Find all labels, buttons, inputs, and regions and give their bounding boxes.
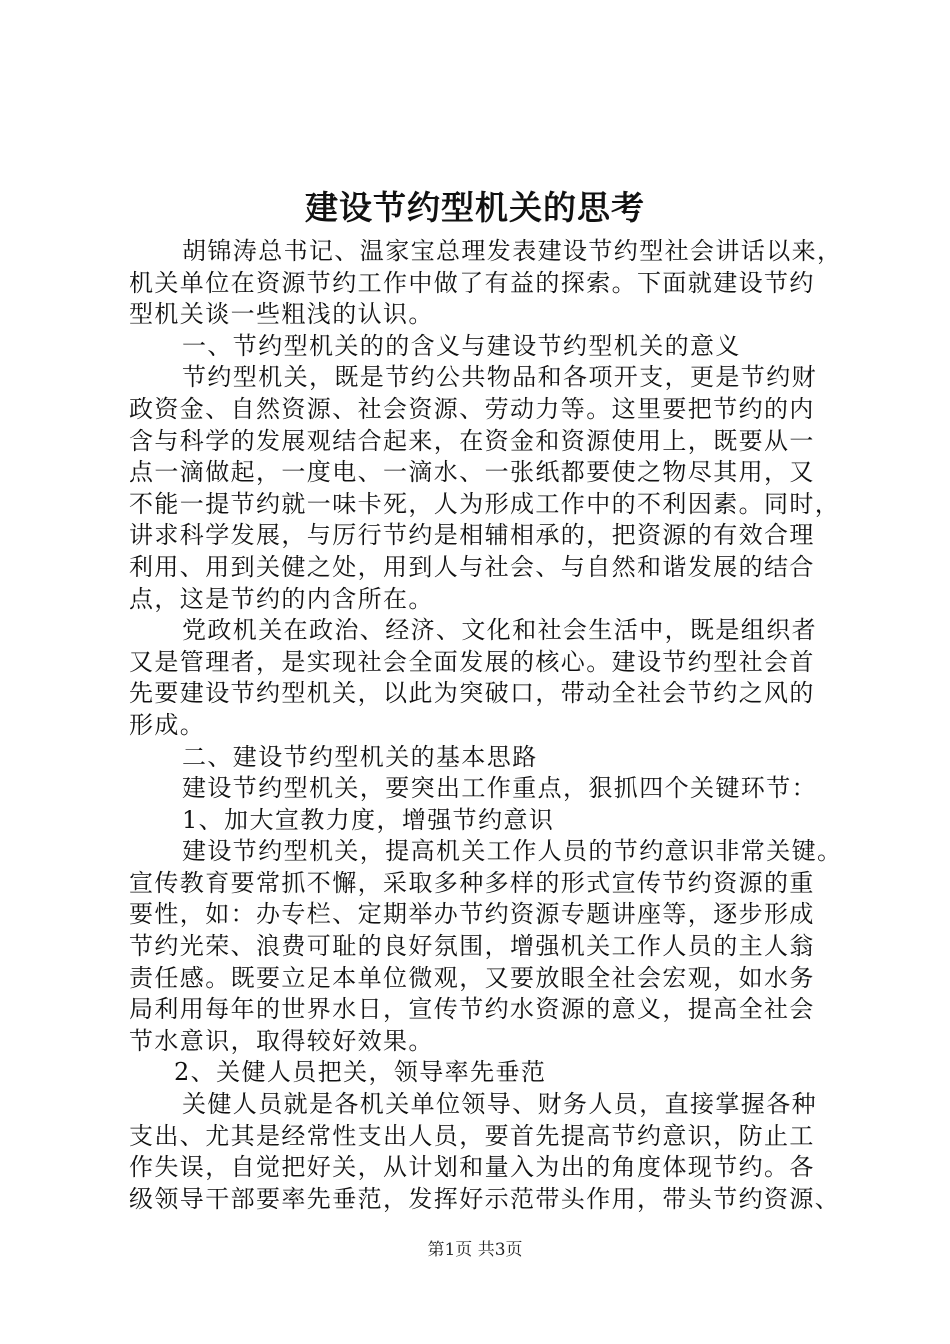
text-line: 建设节约型机关，提高机关工作人员的节约意识非常关键。: [182, 837, 843, 866]
text-line: 1、加大宣教力度，增强节约意识: [182, 805, 555, 834]
text-line: 关健人员就是各机关单位领导、财务人员，直接掌握各种: [182, 1090, 817, 1119]
text-line: 含与科学的发展观结合起来，在资金和资源使用上，既要从一: [129, 426, 815, 455]
text-line: 一、节约型机关的的含义与建设节约型机关的意义: [182, 331, 741, 360]
text-line: 作失误，自觉把好关，从计划和量入为出的角度体现节约。各: [129, 1153, 815, 1182]
text-line: 2、关健人员把关，领导率先垂范: [174, 1058, 547, 1087]
text-line: 支出、尤其是经常性支出人员，要首先提高节约意识，防止工: [129, 1121, 815, 1150]
text-line: 机关单位在资源节约工作中做了有益的探索。下面就建设节约: [129, 268, 815, 297]
document-body: [129, 236, 843, 1215]
text-line: 要性，如：办专栏、定期举办节约资源专题讲座等，逐步形成: [129, 900, 815, 929]
document-title: 建设节约型机关的思考: [305, 188, 645, 227]
text-line: 讲求科学发展，与厉行节约是相辅相承的，把资源的有效合理: [129, 521, 815, 550]
text-line: 型机关谈一些粗浅的认识。: [129, 300, 434, 329]
text-line: 利用、用到关健之处，用到人与社会、与自然和谐发展的结合: [129, 552, 815, 581]
text-line: 不能一提节约就一味卡死，人为形成工作中的不利因素。同时，: [129, 489, 841, 518]
text-line: 政资金、自然资源、社会资源、劳动力等。这里要把节约的内: [129, 394, 815, 423]
text-line: 建设节约型机关，要突出工作重点，狠抓四个关键环节：: [182, 774, 817, 803]
text-line: 局利用每年的世界水日，宣传节约水资源的意义，提高全社会: [129, 995, 815, 1024]
text-line: 又是管理者，是实现社会全面发展的核心。建设节约型社会首: [129, 647, 815, 676]
text-line: 责任感。既要立足本单位微观，又要放眼全社会宏观，如水务: [129, 963, 815, 992]
text-line: 点，这是节约的内含所在。: [129, 584, 434, 613]
text-line: 二、建设节约型机关的基本思路: [182, 742, 538, 771]
text-line: 节约光荣、浪费可耻的良好氛围，增强机关工作人员的主人翁: [129, 932, 815, 961]
text-line: 先要建设节约型机关，以此为突破口，带动全社会节约之风的: [129, 679, 815, 708]
text-line: 胡锦涛总书记、温家宝总理发表建设节约型社会讲话以来，: [182, 237, 843, 265]
text-line: 形成。: [129, 710, 206, 739]
text-line: 节约型机关，既是节约公共物品和各项开支，更是节约财: [182, 363, 817, 392]
text-line: 宣传教育要常抓不懈，采取多种多样的形式宣传节约资源的重: [129, 868, 815, 897]
text-line: 节水意识，取得较好效果。: [129, 1026, 434, 1055]
text-line: 党政机关在政治、经济、文化和社会生活中，既是组织者: [182, 616, 817, 645]
text-line: 级领导干部要率先垂范，发挥好示范带头作用，带头节约资源、: [129, 1184, 841, 1213]
page-footer: 第1页 共3页: [427, 1240, 523, 1260]
text-line: 点一滴做起，一度电、一滴水、一张纸都要使之物尽其用，又: [129, 458, 815, 487]
